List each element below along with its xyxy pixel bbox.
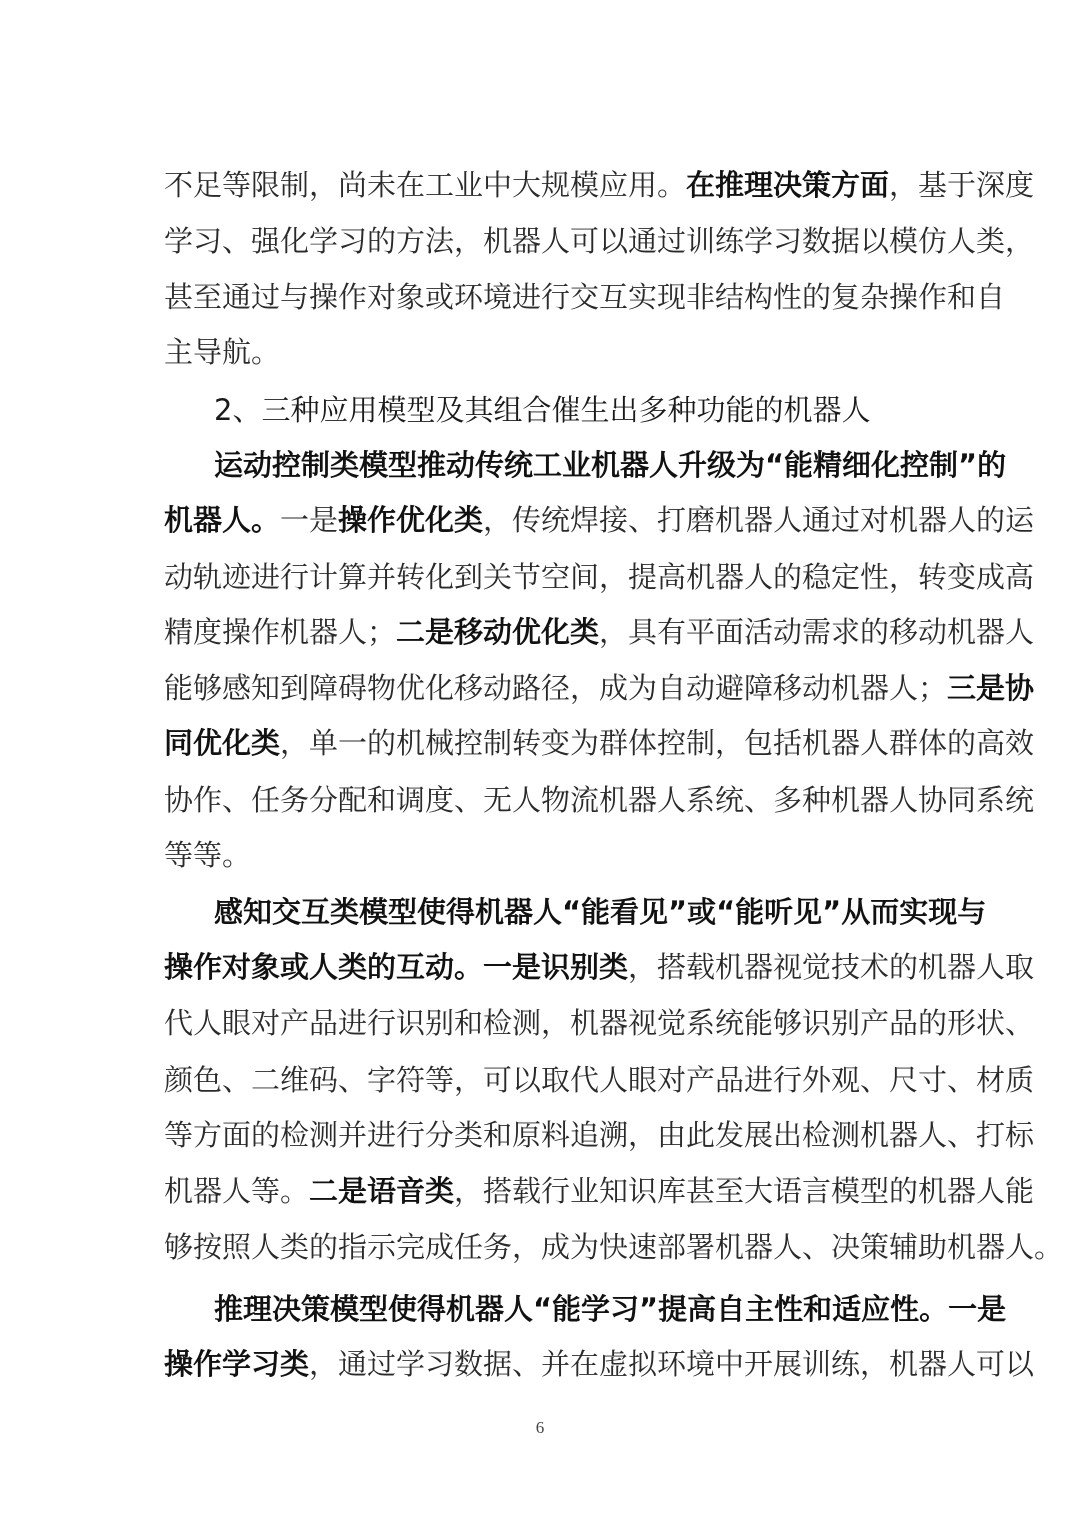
bold-text-run: 操作对象或人类的互动。一是识别类: [164, 950, 629, 984]
text-line: [164, 723, 1035, 763]
text-run: ，通过学习数据、并在虚拟环境中开展训练，机器人可以: [309, 1347, 1035, 1381]
text-run: 能够感知到障碍物优化移动路径，成为自动避障移动机器人；: [164, 671, 948, 705]
text-run: 机器人等。: [164, 1174, 310, 1208]
bold-text-run: 二是移动优化类: [396, 615, 600, 649]
bold-text-run: 感知交互类模型使得机器人“能看见”或“能听见”从而实现与: [214, 895, 987, 929]
text-line: [164, 1060, 1035, 1100]
text-run: 协作、任务分配和调度、无人物流机器人系统、多种机器人协同系统: [164, 783, 1035, 817]
text-run: 等方面的检测并进行分类和原料追溯，由此发展出检测机器人、打标: [164, 1118, 1035, 1152]
text-line: [164, 332, 916, 372]
text-run: 够按照人类的指示完成任务，成为快速部署机器人、决策辅助机器人。: [164, 1230, 1064, 1264]
page-number: 6: [535, 1418, 545, 1437]
bold-text-run: 三是协: [947, 671, 1035, 705]
bold-text-run: 机器人。: [164, 503, 281, 537]
text-line: [164, 1227, 1064, 1267]
text-run: ，基于深度: [889, 168, 1035, 202]
text-run: 甚至通过与操作对象或环境进行交互实现非结构性的复杂操作和自: [164, 280, 1006, 314]
text-run: ，传统焊接、打磨机器人通过对机器人的运: [483, 503, 1035, 537]
text-line: [164, 277, 1006, 317]
text-run: ，搭载行业知识库甚至大语言模型的机器人能: [454, 1174, 1035, 1208]
text-line: [214, 445, 1007, 485]
bold-text-run: 在推理决策方面: [686, 168, 890, 202]
text-line: [164, 668, 1035, 708]
text-run: ，具有平面活动需求的移动机器人: [599, 615, 1035, 649]
text-line: [214, 892, 987, 932]
bold-text-run: 操作优化类: [338, 503, 484, 537]
bold-text-run: 操作学习类: [164, 1347, 310, 1381]
text-line: [164, 1115, 1035, 1155]
text-line: [164, 1344, 1035, 1384]
bold-text-run: 推理决策模型使得机器人“能学习”提高自主性和适应性。一是: [214, 1292, 1007, 1326]
text-line: [164, 780, 1035, 820]
text-line: [164, 165, 1035, 205]
text-line: [164, 557, 1035, 597]
text-line: [164, 835, 916, 875]
text-run: 颜色、二维码、字符等，可以取代人眼对产品进行外观、尺寸、材质: [164, 1063, 1035, 1097]
text-run: 等等。: [164, 838, 252, 872]
text-line: [164, 612, 1035, 652]
text-run: ，搭载机器视觉技术的机器人取: [628, 950, 1035, 984]
text-line: [164, 947, 1035, 987]
text-line: [164, 1003, 1035, 1043]
text-line: [164, 1171, 1035, 1211]
bold-text-run: 同优化类: [164, 726, 281, 760]
text-run: 不足等限制，尚未在工业中大规模应用。: [164, 168, 687, 202]
text-line: [164, 500, 1035, 540]
bold-text-run: 运动控制类模型推动传统工业机器人升级为“能精细化控制”的: [214, 448, 1007, 482]
text-run: 精度操作机器人；: [164, 615, 397, 649]
section-heading: 2、三种应用模型及其组合催生出多种功能的机器人: [214, 393, 871, 427]
text-run: ，单一的机械控制转变为群体控制，包括机器人群体的高效: [280, 726, 1035, 760]
text-run: 动轨迹进行计算并转化到关节空间，提高机器人的稳定性，转变成高: [164, 560, 1035, 594]
text-line: [214, 1289, 1007, 1329]
bold-text-run: 二是语音类: [309, 1174, 455, 1208]
text-run: 代人眼对产品进行识别和检测，机器视觉系统能够识别产品的形状、: [164, 1006, 1035, 1040]
text-run: 学习、强化学习的方法，机器人可以通过训练学习数据以模仿人类，: [164, 224, 1035, 258]
text-run: 主导航。: [164, 335, 281, 369]
text-line: [164, 221, 1035, 261]
text-run: 一是: [280, 503, 339, 537]
